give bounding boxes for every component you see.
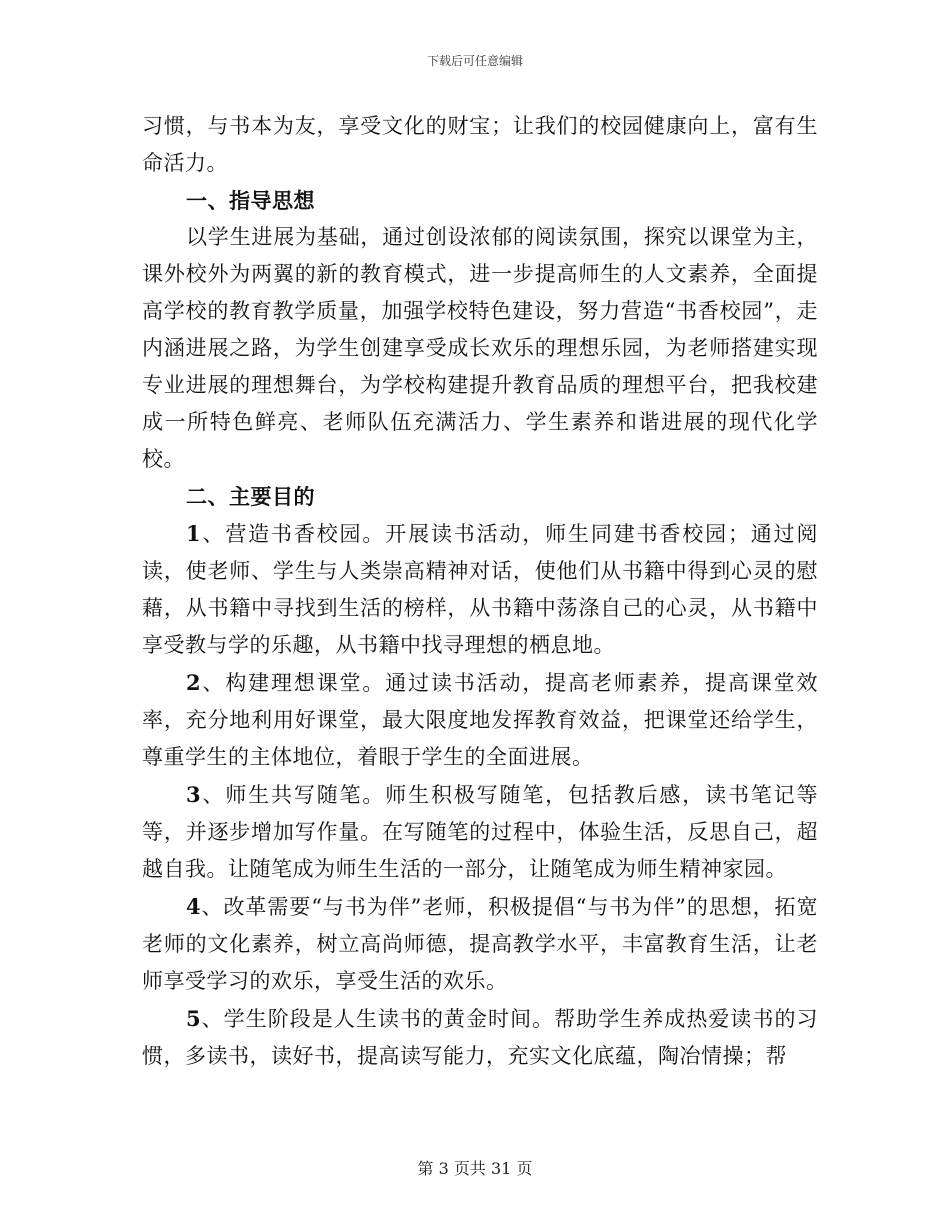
page-header: 下载后可任意编辑	[426, 54, 523, 68]
goal-number: 1	[186, 521, 202, 546]
goal-item-5	[142, 1000, 818, 1075]
section-heading-guiding-thought	[142, 182, 818, 219]
paragraph-continuation	[142, 108, 818, 182]
goal-text: 、营造书香校园。开展读书活动，师生同建书香校园；通过阅读，使老师、学生与人类崇高精神对话，使他们从书籍中得到心灵的慰藉，从书籍中寻找到生活的榜样，从书籍中荡涤自己的心灵，从书籍中享受教与学的乐趣，从书籍中找寻理想的栖息地。	[142, 522, 818, 657]
goal-text: 、师生共写随笔。师生积极写随笔，包括教后感，读书笔记等等，并逐步增加写作量。在写随笔的过程中，体验生活，反思自己，超越自我。让随笔成为师生生活的一部分，让随笔成为师生精神家园。	[142, 783, 818, 881]
paragraph-text: 以学生进展为基础，通过创设浓郁的阅读氛围，探究以课堂为主，课外校外为两翼的新的教育模式，进一步提高师生的人文素养，全面提高学校的教育教学质量，加强学校特色建设，努力营造“书香校园”，走内涵进展之路，为学生创建享受成长欢乐的理想乐园，为老师搭建实现专业进展的理想舞台，为学校构建提升教育品质的理想平台，把我校建成一所特色鲜亮、老师队伍充满活力、学生素养和谐进展的现代化学校。	[142, 225, 818, 471]
goal-number: 5	[186, 1006, 202, 1031]
page-footer: 第 3 页共 31 页	[417, 1159, 533, 1178]
goal-item-3	[142, 776, 818, 888]
heading-text: 一、指导思想	[186, 188, 315, 213]
goal-text: 、学生阶段是人生读书的黄金时间。帮助学生养成热爱读书的习惯，多读书，读好书，提高读写能力，充实文化底蕴，陶冶情操；帮	[142, 1007, 818, 1068]
paragraph-text: 习惯，与书本为友，享受文化的财宝；让我们的校园健康向上，富有生命活力。	[142, 114, 818, 175]
heading-text: 二、主要目的	[186, 484, 315, 509]
document-body	[142, 108, 818, 1075]
goal-item-4	[142, 888, 818, 1000]
goal-text: 、改革需要“与书为伴”老师，积极提倡“与书为伴”的思想，拓宽老师的文化素养，树立高尚师德，提高教学水平，丰富教育生活，让老师享受学习的欢乐，享受生活的欢乐。	[142, 895, 818, 993]
goal-number: 2	[186, 670, 202, 695]
goal-number: 3	[186, 782, 202, 807]
goal-number: 4	[186, 894, 202, 919]
paragraph-guiding-thought	[142, 219, 818, 478]
goal-item-2	[142, 664, 818, 776]
goal-text: 、构建理想课堂。通过读书活动，提高老师素养，提高课堂效率，充分地利用好课堂，最大限度地发挥教育效益，把课堂还给学生，尊重学生的主体地位，着眼于学生的全面进展。	[142, 671, 818, 769]
goal-item-1	[142, 515, 818, 664]
section-heading-main-goals	[142, 478, 818, 515]
